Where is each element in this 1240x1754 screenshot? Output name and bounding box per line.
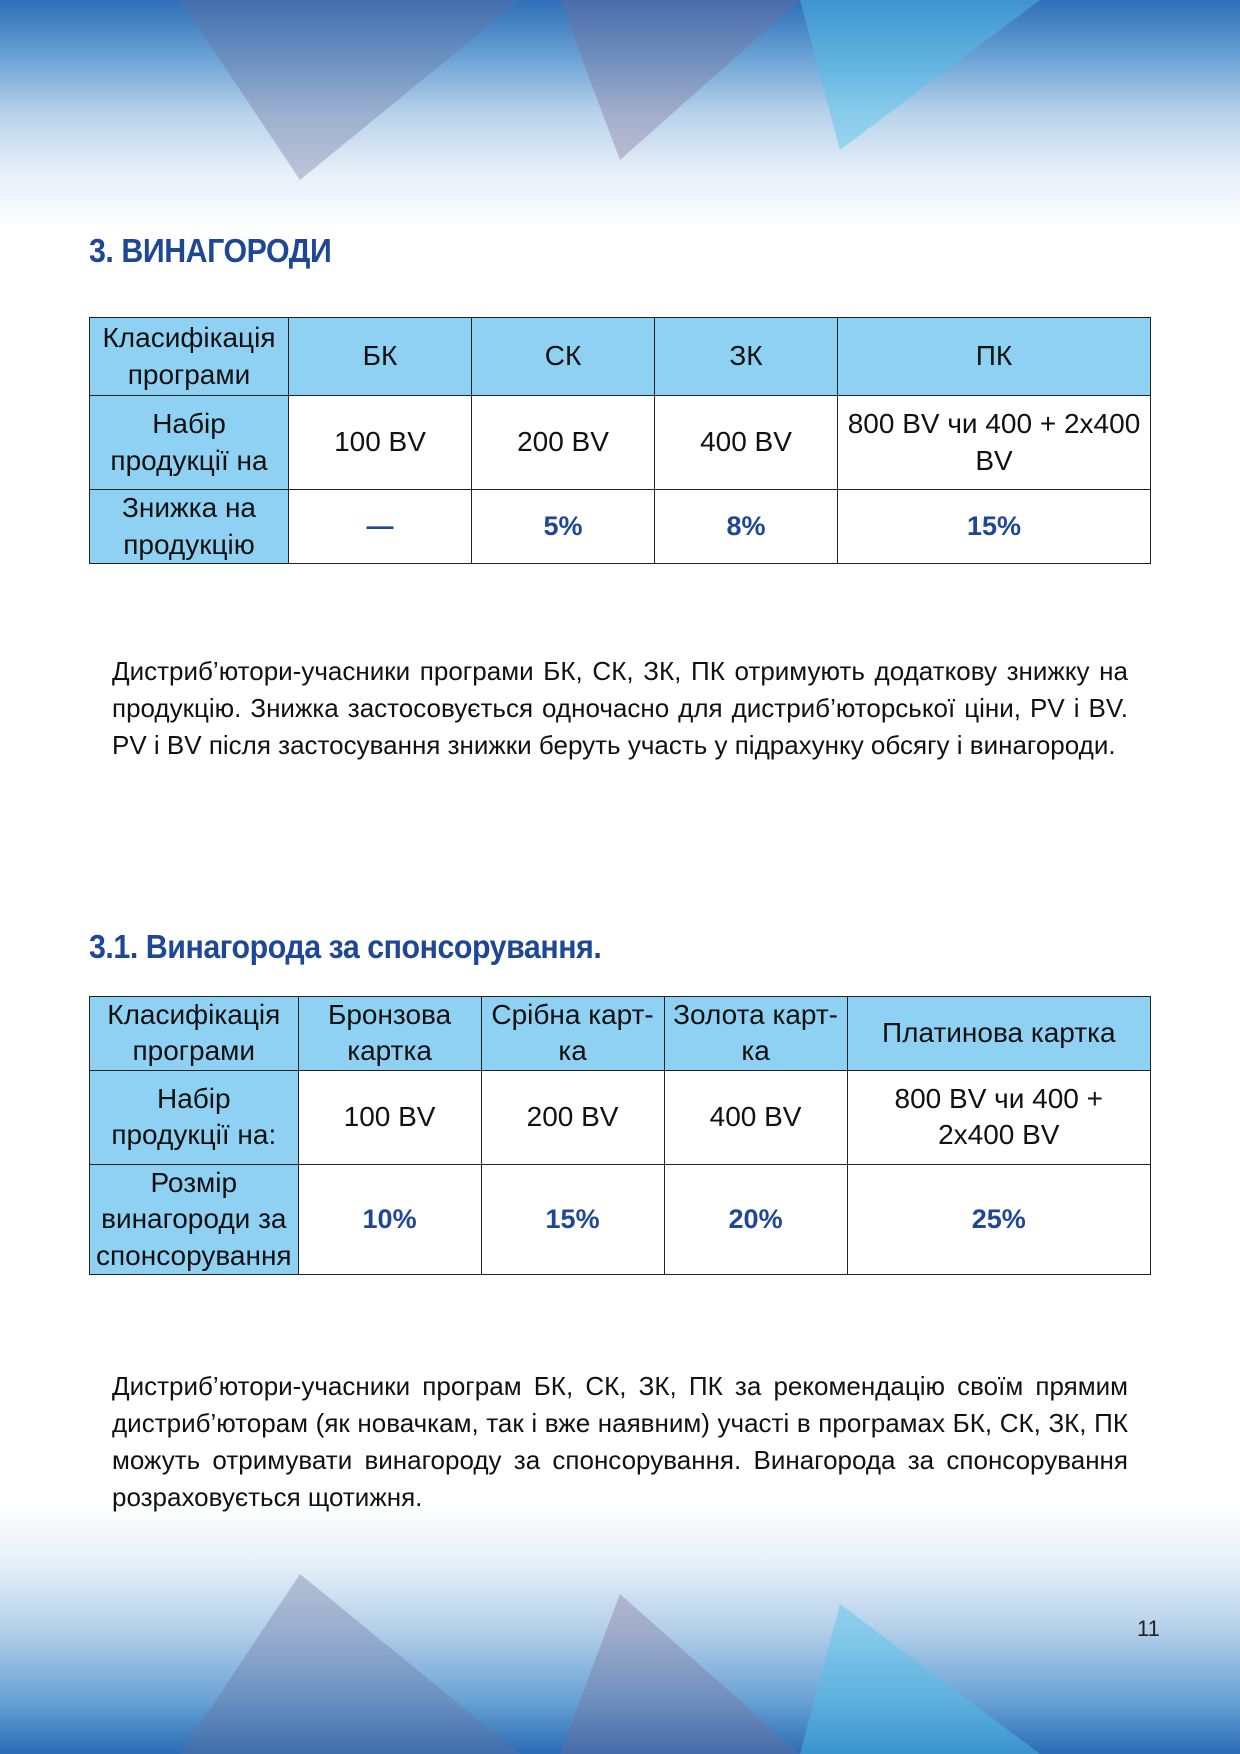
discount-value: 8% <box>655 490 838 564</box>
decorative-polygon <box>800 1604 1040 1754</box>
table-row <box>90 490 1151 564</box>
table-header-cell: Срібна карт-ка <box>481 997 664 1071</box>
table-header-cell: Золота карт-ка <box>664 997 847 1071</box>
sponsorship-paragraph: Дистриб’ютори-учасники програм БК, СК, ЗК, ПК за рекомендацію своїм прямим дистриб’юторам (як новачкам, так і вже наявним) участі в програмах БК, СК, ЗК, ПК можуть отримувати винагороду за спонсорування. Винагорода за спонсорування розраховується щотижня. <box>112 1371 1128 1512</box>
table-cell: 800 BV чи 400 + 2x400 BV <box>838 396 1151 490</box>
row-label: Набір продукції на <box>90 396 289 490</box>
row-label: Розмір винагороди за спонсорування <box>90 1164 299 1274</box>
section-title-rewards: 3. ВИНАГОРОДИ <box>89 232 332 269</box>
row-label: Набір продукції на: <box>90 1070 299 1164</box>
table-header-cell: СК <box>472 318 655 396</box>
discount-value: 15% <box>838 490 1151 564</box>
footer-background-decoration <box>0 1504 1240 1754</box>
table-cell: 400 BV <box>664 1070 847 1164</box>
reward-value: 15% <box>481 1164 664 1274</box>
table-header-cell: БК <box>289 318 472 396</box>
table-header-cell: ЗК <box>655 318 838 396</box>
table-cell: 200 BV <box>481 1070 664 1164</box>
decorative-polygon <box>180 1574 520 1754</box>
table-row <box>90 1070 1151 1164</box>
discount-table <box>89 317 1151 564</box>
section-title-sponsorship: 3.1. Винагорода за спонсорування. <box>89 928 602 965</box>
row-label: Знижка на продукцію <box>90 490 289 564</box>
table-cell: 100 BV <box>289 396 472 490</box>
table-header-row <box>90 997 1151 1071</box>
table-header-cell: Класифікація програми <box>90 318 289 396</box>
table-cell: 800 BV чи 400 + 2x400 BV <box>847 1070 1150 1164</box>
discount-value: 5% <box>472 490 655 564</box>
decorative-polygon <box>560 1594 800 1754</box>
table-cell: 200 BV <box>472 396 655 490</box>
table-header-row <box>90 318 1151 396</box>
table-cell: 400 BV <box>655 396 838 490</box>
sponsorship-table <box>89 996 1151 1275</box>
reward-value: 20% <box>664 1164 847 1274</box>
decorative-polygon <box>560 0 800 160</box>
decorative-polygon <box>800 0 1040 150</box>
reward-value: 25% <box>847 1164 1150 1274</box>
table-row <box>90 396 1151 490</box>
table-header-cell: Платинова картка <box>847 997 1150 1071</box>
page-number: 11 <box>1137 1616 1160 1641</box>
table-header-cell: ПК <box>838 318 1151 396</box>
rewards-paragraph: Дистриб’ютори-учасники програми БК, СК, ЗК, ПК отримують додаткову знижку на продукцію. Знижка застосовується одночасно для дистриб’юторської ціни, PV і BV. PV і BV після застосування знижки беруть участь у підрахунку обсягу і винагороди. <box>112 656 1128 760</box>
table-header-cell: Класифікація програми <box>90 997 299 1071</box>
table-header-cell: Бронзова картка <box>298 997 481 1071</box>
table-cell: 100 BV <box>298 1070 481 1164</box>
discount-value: — <box>289 490 472 564</box>
header-background-decoration <box>0 0 1240 230</box>
reward-value: 10% <box>298 1164 481 1274</box>
decorative-polygon <box>180 0 520 180</box>
table-row <box>90 1164 1151 1274</box>
